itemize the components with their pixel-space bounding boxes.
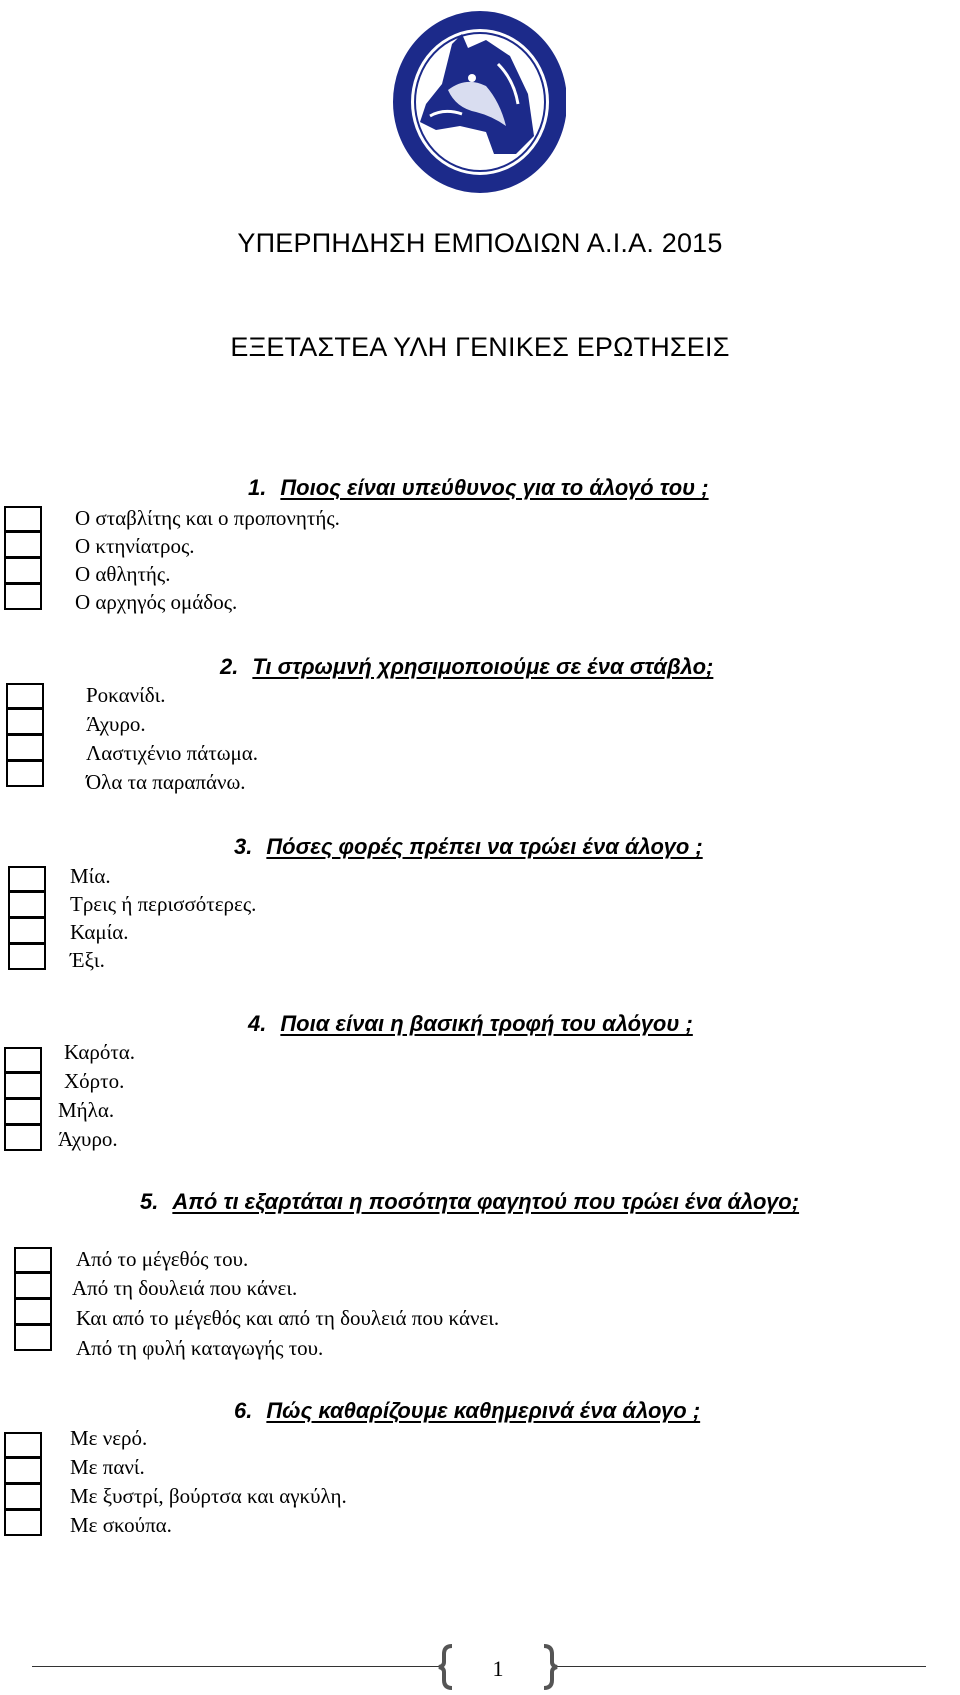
answer-checkbox[interactable] [8,944,46,970]
answer-label: Ο αθλητής. [75,562,171,586]
answer-label: Καρότα. [64,1040,136,1064]
answer-checkbox[interactable] [4,1458,42,1484]
answer-label: Άχυρο. [86,712,146,736]
answer-label: Με ξυστρί, βούρτσα και αγκύλη. [70,1484,347,1508]
answer-label: Ροκανίδι. [86,683,166,707]
answer-label: Με σκούπα. [70,1513,172,1537]
question-4 [248,1011,693,1037]
question-text: Από τι εξαρτάται η ποσότητα φαγητού που τρώει ένα άλογο; [172,1189,800,1214]
question-1 [248,475,709,501]
question-text: Τι στρωμνή χρησιμοποιούμε σε ένα στάβλο; [252,654,714,679]
page-number: 1 [492,1656,504,1681]
answer-checkbox[interactable] [4,1125,42,1151]
answer-checkbox[interactable] [4,584,42,610]
question-text: Ποιος είναι υπεύθυνος για το άλογό του ; [280,475,709,500]
federation-logo [390,4,566,194]
answer-checkbox[interactable] [4,1432,42,1458]
answer-checkbox[interactable] [4,558,42,584]
question-6 [234,1398,700,1424]
answer-checkbox[interactable] [8,918,46,944]
question-number: 1. [248,475,267,500]
question-number: 5. [140,1189,159,1214]
footer-rule-left [32,1666,442,1667]
answer-label: Μήλα. [58,1098,115,1122]
answer-label: Λαστιχένιο πάτωμα. [86,741,259,765]
question-number: 4. [248,1011,267,1036]
answer-label: Ο κτηνίατρος. [75,534,195,558]
answer-label: Και από το μέγεθός και από τη δουλειά που κάνει. [76,1306,500,1330]
answer-checkbox[interactable] [4,1484,42,1510]
answer-label: Έξι. [70,948,105,972]
question-text: Ποια είναι η βασική τροφή του αλόγου ; [280,1011,693,1036]
answer-checkbox[interactable] [14,1273,52,1299]
page-subtitle: ΕΞΕΤΑΣΤΕΑ ΥΛΗ ΓΕΝΙΚΕΣ ΕΡΩΤΗΣΕΙΣ [230,332,730,362]
answer-label: Με πανί. [70,1455,145,1479]
answer-checkbox[interactable] [8,892,46,918]
answer-label: Μία. [70,864,111,888]
question-5 [140,1189,799,1215]
question-2 [220,654,713,680]
answer-label: Χόρτο. [64,1069,125,1093]
answer-label: Όλα τα παραπάνω. [86,770,246,794]
question-text: Πόσες φορές πρέπει να τρώει ένα άλογο ; [266,834,703,859]
answer-checkbox[interactable] [14,1325,52,1351]
question-number: 2. [220,654,239,679]
answer-checkbox[interactable] [4,1047,42,1073]
answer-label: Καμία. [70,920,129,944]
answer-label: Τρεις ή περισσότερες. [70,892,257,916]
answer-label: Από τη δουλειά που κάνει. [72,1276,298,1300]
answer-checkbox[interactable] [6,709,44,735]
answer-label: Με νερό. [70,1426,148,1450]
answer-label: Από τη φυλή καταγωγής του. [76,1336,324,1360]
answer-checkbox[interactable] [14,1247,52,1273]
question-text: Πώς καθαρίζουμε καθημερινά ένα άλογο ; [266,1398,701,1423]
answer-label: Ο αρχηγός ομάδος. [75,590,238,614]
answer-checkbox[interactable] [8,866,46,892]
question-number: 6. [234,1398,253,1423]
answer-checkbox[interactable] [6,761,44,787]
page-title: ΥΠΕΡΠΗΔΗΣΗ ΕΜΠΟΔΙΩΝ Α.Ι.Α. 2015 [237,228,723,258]
answer-checkbox[interactable] [4,1099,42,1125]
answer-checkbox[interactable] [4,506,42,532]
question-number: 3. [234,834,253,859]
answer-label: Ο σταβλίτης και ο προπονητής. [75,506,340,530]
answer-label: Από το μέγεθός του. [76,1247,249,1271]
answer-checkbox[interactable] [4,1073,42,1099]
footer-rule-right [554,1666,926,1667]
answer-checkbox[interactable] [14,1299,52,1325]
question-3 [234,834,703,860]
answer-checkbox[interactable] [4,1510,42,1536]
answer-label: Άχυρο. [58,1127,118,1151]
answer-checkbox[interactable] [6,683,44,709]
answer-checkbox[interactable] [4,532,42,558]
answer-checkbox[interactable] [6,735,44,761]
